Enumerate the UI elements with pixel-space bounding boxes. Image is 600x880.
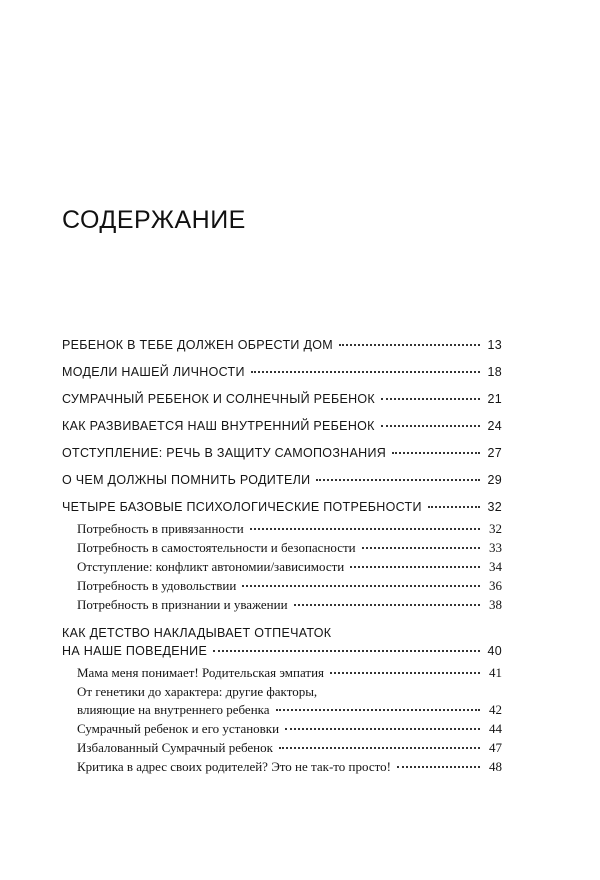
table-of-contents bbox=[62, 336, 502, 777]
dot-leader bbox=[397, 765, 480, 768]
dot-leader bbox=[392, 451, 480, 454]
toc-subentry-title: Отступление: конфликт автономии/зависимости bbox=[77, 559, 345, 574]
toc-entry-page: 32 bbox=[489, 521, 502, 536]
toc-entry-title: МОДЕЛИ НАШЕЙ ЛИЧНОСТИ bbox=[62, 365, 245, 379]
toc-entry-page: 18 bbox=[487, 365, 502, 379]
toc-entry[interactable] bbox=[62, 390, 502, 408]
toc-entry-title: СУМРАЧНЫЙ РЕБЕНОК И СОЛНЕЧНЫЙ РЕБЕНОК bbox=[62, 392, 376, 406]
toc-entry-title: О ЧЕМ ДОЛЖНЫ ПОМНИТЬ РОДИТЕЛИ bbox=[62, 473, 311, 487]
toc-subentry-title-continued: влияющие на внутреннего ребенка bbox=[77, 702, 270, 717]
toc-subentry[interactable] bbox=[62, 739, 502, 757]
toc-entry-page: 40 bbox=[487, 644, 502, 658]
toc-subentry[interactable] bbox=[62, 577, 502, 595]
toc-subentry-title: Потребность в самостоятельности и безопасности bbox=[77, 540, 356, 555]
dot-leader bbox=[276, 708, 480, 711]
page-title: СОДЕРЖАНИЕ bbox=[62, 206, 246, 234]
dot-leader bbox=[350, 565, 480, 568]
toc-subentry-title: Критика в адрес своих родителей? Это не так-то просто! bbox=[77, 759, 391, 774]
dot-leader bbox=[294, 603, 480, 606]
toc-entry-page: 38 bbox=[489, 597, 502, 612]
toc-subentry-title: Сумрачный ребенок и его установки bbox=[77, 721, 280, 736]
toc-entry[interactable] bbox=[62, 336, 502, 354]
toc-subentry-title: Мама меня понимает! Родительская эмпатия bbox=[77, 665, 325, 680]
dot-leader bbox=[213, 649, 480, 652]
toc-entry[interactable] bbox=[62, 498, 502, 516]
toc-entry[interactable] bbox=[62, 624, 502, 660]
toc-entry-page: 41 bbox=[489, 665, 502, 680]
dot-leader bbox=[250, 527, 480, 530]
toc-subentry[interactable] bbox=[62, 720, 502, 738]
toc-entry[interactable] bbox=[62, 363, 502, 381]
toc-entry-page: 44 bbox=[489, 721, 502, 736]
dot-leader bbox=[428, 505, 480, 508]
toc-entry-page: 42 bbox=[489, 702, 502, 717]
toc-entry-page: 21 bbox=[487, 392, 502, 406]
toc-entry[interactable] bbox=[62, 471, 502, 489]
toc-entry-page: 27 bbox=[487, 446, 502, 460]
toc-entry-page: 47 bbox=[489, 740, 502, 755]
toc-entry-title: КАК РАЗВИВАЕТСЯ НАШ ВНУТРЕННИЙ РЕБЕНОК bbox=[62, 419, 375, 433]
toc-subentry-title: От генетики до характера: другие факторы, bbox=[77, 684, 318, 699]
dot-leader bbox=[381, 424, 480, 427]
toc-subentry[interactable] bbox=[62, 596, 502, 614]
dot-leader bbox=[285, 727, 480, 730]
toc-entry-page: 36 bbox=[489, 578, 502, 593]
toc-subentry-title: Потребность в привязанности bbox=[77, 521, 244, 536]
dot-leader bbox=[279, 746, 480, 749]
toc-subentry[interactable] bbox=[62, 520, 502, 538]
toc-entry-title: КАК ДЕТСТВО НАКЛАДЫВАЕТ ОТПЕЧАТОК bbox=[62, 626, 332, 640]
toc-entry-title-continued: НА НАШЕ ПОВЕДЕНИЕ bbox=[62, 644, 208, 658]
toc-entry-page: 33 bbox=[489, 540, 502, 555]
dot-leader bbox=[242, 584, 480, 587]
dot-leader bbox=[339, 343, 480, 346]
toc-entry-page: 24 bbox=[487, 419, 502, 433]
toc-subentry-title: Избалованный Сумрачный ребенок bbox=[77, 740, 273, 755]
toc-subentry-title: Потребность в удовольствии bbox=[77, 578, 237, 593]
toc-subentry-title: Потребность в признании и уважении bbox=[77, 597, 288, 612]
toc-subentry[interactable] bbox=[62, 664, 502, 682]
toc-entry-page: 34 bbox=[489, 559, 502, 574]
toc-entry-title: ОТСТУПЛЕНИЕ: РЕЧЬ В ЗАЩИТУ САМОПОЗНАНИЯ bbox=[62, 446, 387, 460]
dot-leader bbox=[330, 671, 480, 674]
toc-entry-page: 32 bbox=[487, 500, 502, 514]
toc-entry-page: 13 bbox=[487, 338, 502, 352]
dot-leader bbox=[362, 546, 480, 549]
toc-entry[interactable] bbox=[62, 444, 502, 462]
toc-entry-page: 29 bbox=[487, 473, 502, 487]
toc-subentry[interactable] bbox=[62, 683, 502, 719]
toc-subentry[interactable] bbox=[62, 558, 502, 576]
toc-subentry[interactable] bbox=[62, 758, 502, 776]
toc-entry[interactable] bbox=[62, 417, 502, 435]
toc-entry-title: РЕБЕНОК В ТЕБЕ ДОЛЖЕН ОБРЕСТИ ДОМ bbox=[62, 338, 333, 352]
dot-leader bbox=[316, 478, 480, 481]
toc-entry-title: ЧЕТЫРЕ БАЗОВЫЕ ПСИХОЛОГИЧЕСКИЕ ПОТРЕБНОСТИ bbox=[62, 500, 422, 514]
dot-leader bbox=[381, 397, 480, 400]
toc-entry-page: 48 bbox=[489, 759, 502, 774]
dot-leader bbox=[251, 370, 480, 373]
toc-subentry[interactable] bbox=[62, 539, 502, 557]
